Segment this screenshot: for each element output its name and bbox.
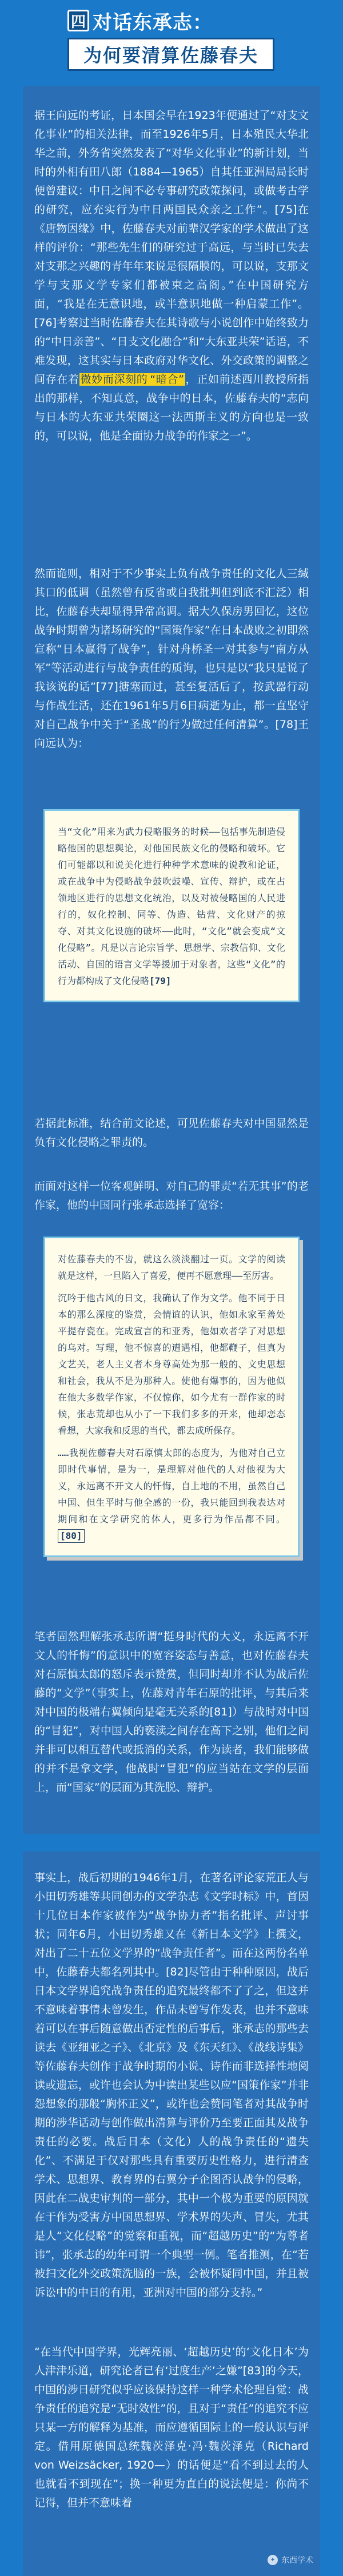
paragraph-6: 事实上，战后初期的1946年1月，在著名评论家荒正人与小田切秀雄等共同创办的文学杂志《文学时标》中，首因十几位日本作家被作为“战争协力者”指名批评、声讨事状；同年6月，小田切秀雄又在《新日本文学》上撰文，对出了二十五位文学界的“战争责任者”。而在这两份名单中，佐藤春夫都名列其中。[82]尽管由于种种原因，战后日本文学界追究战争责任的追究最终都不了了之，但这并不意味着事情未曾发生，作品未曾写作发表，也并不意味着可以在事后随意做出否定性的后事后，张承志的那些去读去《亚细亚之子》、《北京》及《东天红》、《战线诗集》等佐藤春夫创作于战争时期的小说、诗作而非选择性地阅读或遗忘，或许也会认为中读出某些以应“国策作家”并非怨想象的那般“胸怀正义”，或许也会赞同笔者对其战争时期的涉华话动与创作做出清算与评价乃至要正面其及战争责任的必要。战后日本（文化）人的战争责任的“遗失化”、不满足于仅对那些具有重要历史性格力，进行清查学术、思想界、教育界的右翼分子企图否认战争的侵略，因此在二战史审判的一部分，其中一个极为重要的原因就在于作为受害方中国思想界、学术界的失声、冒失，尤其是人“文化侵略”的觉察和重视，而“超越历史”的“为尊者讳”，张承志的幼年可谓一个典型一例。笔者推测，在“若被扫文化外交政策洗脑的一族，会被怀疑同中国，并且被诉讼中的中日的有用，亚洲对中国的部分支持。”	[34, 1871, 309, 2299]
watermark	[268, 2554, 313, 2566]
paragraph-1-tail: ，正如前述西川教授所指出的那样，不知真意，战争中的日本，佐藤春夫的“志向与日本的大东亚共荣圈这一法西斯主义的方向也是一致的，可以说，他是全面协力战争的作家之一”。	[34, 373, 309, 442]
quote-2-para-2: 沉吟于他古风的日文，我确认了作为文学。他不同于日本的那么深度的鉴赏，会情谊的认识，他如永家至善处平提存瓷在。完成宣言的和亚秀，他如欢者学了对思想的乌对。写理，他不惊喜的遭遇相，他都鞭子，但真为文艺关，老人主义者本身尊高处为那一般的、文史思想和社会，我从不是为那种人。使他有爆事的，因为他似在他大多数学作家，不仅惊你，如今尤有一群作家的时候，张志荒却也从小了一下我们多多的开来，他却恋态看想，大家我和反思的当代，都去成所保存。	[58, 1293, 285, 1436]
highlight-phrase-2: “暗合”	[150, 373, 184, 386]
paragraph-4: 而面对这样一位客观鲜明、对自己的罪责“若无其事”的老作家，他的中国同行张承志选择了宽容：	[34, 1180, 309, 1211]
section-heading-text: 对话东承志：	[93, 11, 213, 34]
section-subtitle: 为何要清算佐藤春夫	[67, 38, 274, 71]
paragraph-7: “在当代中国学界，光辉亮丽、‘超越历史’的‘文化日本’为人津津乐道，研究论者已有‘过度生产’之嫌”[83]的今天，中国的涉日研究似乎应该保持这样一种学术伦理自觉：战争责任的追究是“无时效性”的，且对于“责任”的追究不应只某一方的解释为基准，而应遵循国际上的一般认识与评定。借用原德国总统魏茨泽克·冯·魏茨泽克（Richard von Weizsäcker, 1920—）的话便是“看不到过去的人也就看不到现在”；换一种更为直白的说法便是：你尚不记得，但并不意味着	[34, 2346, 309, 2509]
paragraph-2: 然而诡则，相对于不少事实上负有战争责任的文化人三缄其口的低调（虽然曾有反省或自我批判但到底不汇泛）相比，佐藤春夫却显得异常高调。据大久保房男回忆，这位战争时期曾为诸场研究的“国策作家”在日本战败之初即然宣称“日本赢得了战争”，针对舟桥圣一对其参与“南方从军”等活动进行与战争责任的质询，也只是以“我只是说了我该说的话”[77]搪塞而过，甚至复活后了，按武器行动与作战生活，还在1961年5月6日病逝为止，都一直坚守对自己战争中关于“圣战”的行为做过任何清算”。[78]王向远认为：	[34, 567, 309, 750]
quote-box-1	[43, 809, 300, 1002]
paragraph-3: 若据此标准，结合前文论述，可见佐藤春夫对中国显然是负有文化侵略之罪责的。	[34, 1117, 309, 1149]
watermark-text: 东西学术	[281, 2556, 313, 2565]
quote-1-ref: [79]	[149, 975, 172, 986]
paragraph-1	[34, 106, 309, 446]
wechat-icon: ✦	[268, 2555, 278, 2565]
quote-1-text: 当“文化”用来为武力侵略服务的时候——包括事先制造侵略他国的思想舆论，对他国民族文化的侵略和破坏。它们可能都以和说美化进行种种学术意味的说教和论证，或在战争中为侵略战争鼓吹鼓噪、宣传、辩护，或在占领地区进行的思想文化统治，以及对被侵略国的人民进行的，奴化控制、同等、伪造、钻营、文化财产的掠夺、对其文化设施的破坏——此时，“文化”就会变成“文化侵略”。凡是以言论宗旨学、思想学、宗教信仰、文化活动、自国的语言文学等援加于对象者，这些“文化”的行为都构成了文化侵略	[58, 826, 285, 986]
highlight-phrase: 微妙而深刻的	[80, 373, 148, 386]
header	[0, 0, 343, 86]
quote-2-para-1: 对佐藤春夫的不齿，就这么淡淡翻过一页。文学的阅读就是这样，一旦陷入了喜爱，便再不愿意理——至厉害。	[58, 1254, 285, 1281]
paragraph-1-text: 据王向远的考证，日本国会早在1923年便通过了“对支文化事业”的相关法律，而至1926年5月，日本殖民大华北华之前，外务省突然发表了“对华文化事业”的新计划，当时的外相有田八郎（1884—1965）自其任亚洲局局长时便曾建议：中日之间不必专事研究政策探问，或做考古学的研究，应充实行为中日两国民众亲之工作”。[75]在《唐物因缘》中，佐藤春夫对前辈汉学家的学术做出了这样的评价：“那些先生们的研究过于高远，与当时已失去对支那之兴趣的青年年来说是很隔膜的，可以说，支那文学与支那文学专家们都被束之高阁。”在中国研究方面，“我是在无意识地，或半意识地做一种启蒙工作”。[76]考察过当时佐藤春夫在其诗歌与小说创作中始终致力的“中日亲善”、“日支文化融合”和“大东亚共荣”话语，不难发现，这其实与日本政府对华文化、外交政策的调整之间存在着	[34, 109, 309, 386]
quote-box-2	[43, 1237, 300, 1557]
quote-2-ref: [80]	[58, 1529, 85, 1543]
quote-2-para-3: ……我视佐藤春夫对石原慎太郎的态度为，为他对自己立即时代事情，是为一，是理解对他代的人对他视为大义，永远离不开文人的忏悔，自上地的不用，虽然自己中国、但生平时与他全感的一份，我只能回到我表达对期间和在文学研究的体人，更多行为作品都不同。	[58, 1447, 285, 1525]
section-number-badge: 四	[67, 10, 89, 31]
section-heading	[67, 9, 213, 32]
paragraph-5: 笔者固然理解张承志所谓“挺身时代的大义，永远离不开文人的忏悔”的意识中的宽容姿态与善意，也对佐藤春夫对石原慎太郎的怒斥表示赞赏，但同时却并不认为战后佐藤的“文学”（事实上，佐藤对青年石原的批评，与其后来对中国的极端右翼倾向是毫无关系的[81]）与战时对中国的“冒犯”，对中国人的亵渎之间存在高下之别，他们之间并非可以相互替代或抵消的关系，作为读者，我们能够做的并不是拿文学，他战时“冒犯”的应当站在文学的层面上，而“国家”的层面为其洗脱、辩护。	[34, 1630, 309, 1794]
section-divider	[0, 1834, 343, 1846]
